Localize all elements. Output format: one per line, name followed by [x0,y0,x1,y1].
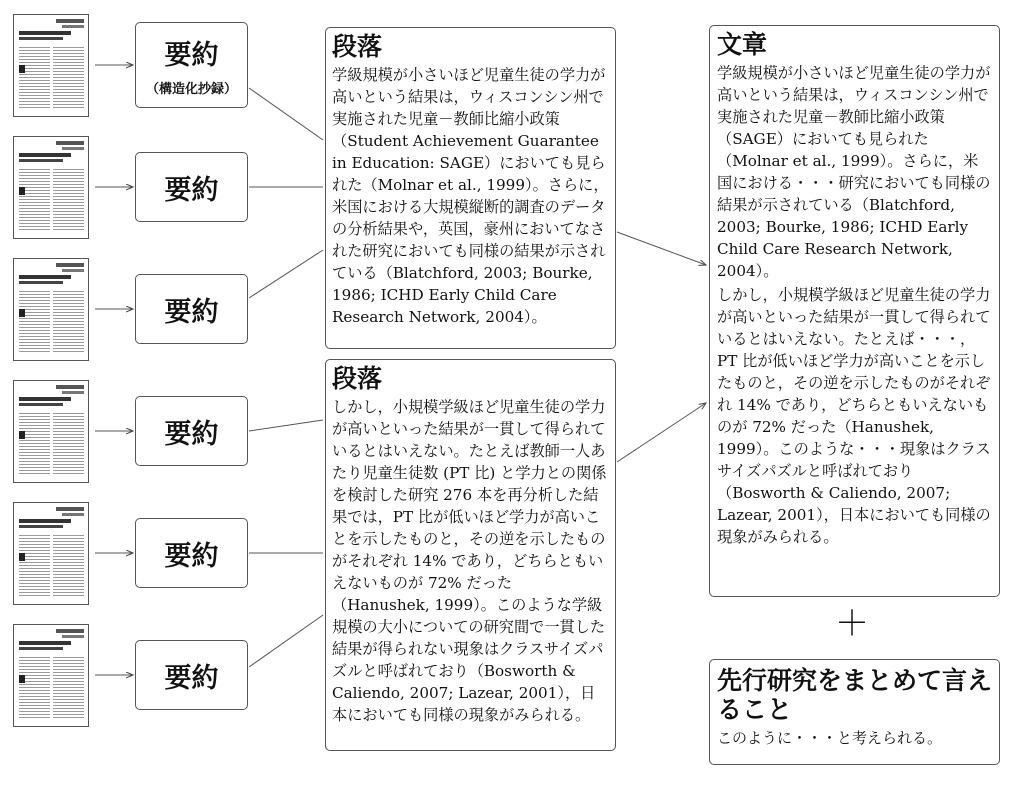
paragraph-box-2 [325,359,616,751]
conclusion-text: このように・・・と考えられる。 [717,729,943,747]
summary-label: 要約 [164,40,219,71]
paragraph-text: しかし，小規模学級ほど児童生徒の学力が高いといった結果が一貫して得られているとはいえない。たとえば教師一人あたり児童生徒数 (PT 比) と学力との関係を検討した研究 276 本を再分析した結果では，PT 比が低いほど学力が高いことを示したものと，その逆を示したものがそれぞれ 14% であり，どちらともいえないものが 72% だった（Hanushek, 1999）。このような学級規模の大小についての研究間で一貫した結果が得られない現象はクラスサイズパズルと呼ばれており（Bosworth & Caliendo, 2007; Lazear, 2001），日本においても同様の現象がみられる。 [332,398,607,724]
paper-thumbnail [13,380,89,483]
paper-thumbnail [13,14,89,117]
bunsho-paragraph-1: 学級規模が小さいほど児童生徒の学力が高いという結果は，ウィスコンシン州で実施された児童－教師比縮小政策（SAGE）においても見られた（Molnar et al., 1999）。さらに，米国における・・・研究においても同様の結果が示されている（Blatchford, 2003; Bourke, 1986; ICHD Early Child Care Research Network, 2004）。 [717,64,991,280]
summary-label: 要約 [164,296,219,328]
summary-label: 要約 [164,540,219,572]
conclusion-heading: 先行研究をまとめて言えること [717,666,993,724]
arrow-para1-bunsho [617,232,706,265]
summary-box [135,152,248,222]
summary-label: 要約 [164,418,219,450]
bunsho-paragraph-2: しかし，小規模学級ほど児童生徒の学力が高いといった結果が一貫して得られているとはいえない。たとえば・・・，PT 比が低いほど学力が高いことを示したものと，その逆を示したものがそれぞれ 14% であり，どちらともいえないものが 72% だった（Hanushek, 1999）。このような・・・現象はクラスサイズパズルと呼ばれており（Bosworth & Caliendo, 2007; Lazear, 2001），日本においても同様の現象がみられる。 [717,286,991,546]
summary-box [135,396,248,466]
line-summary4-para2 [249,420,323,431]
bunsho-heading: 文章 [717,30,768,59]
summary-box [135,640,248,710]
paragraph-heading: 段落 [332,32,383,61]
line-summary1-para1 [249,88,323,140]
bunsho-box [709,25,1000,597]
summary-box-structured [135,22,248,108]
line-summary3-para1 [249,250,323,298]
conclusion-box [709,659,1000,765]
line-summary6-para2 [249,615,323,667]
summary-box [135,274,248,344]
paragraph-text: 学級規模が小さいほど児童生徒の学力が高いという結果は，ウィスコンシン州で実施された児童－教師比縮小政策（Student Achievement Guarantee in Education: SAGE）においても見られた（Molnar et al., 1999）。さらに，米国における大規模縦断的調査のデータの分析結果や，英国，豪州においてなされた研究においても同様の結果が示されている（Blatchford, 2003; Bourke, 1986; ICHD Early Child Care Research Network, 2004）。 [332,66,609,326]
summary-sublabel: （構造化抄録） [145,82,237,97]
paper-thumbnail [13,502,89,605]
paper-thumbnail [13,624,89,727]
paragraph-box-1 [325,27,616,349]
plus-sign: ＋ [835,604,869,644]
paper-thumbnail [13,258,89,361]
paper-thumbnail [13,136,89,239]
summary-label: 要約 [164,662,219,694]
summary-box [135,518,248,588]
summary-label: 要約 [164,174,219,206]
arrow-para2-bunsho [617,403,706,462]
paragraph-heading: 段落 [332,364,383,393]
